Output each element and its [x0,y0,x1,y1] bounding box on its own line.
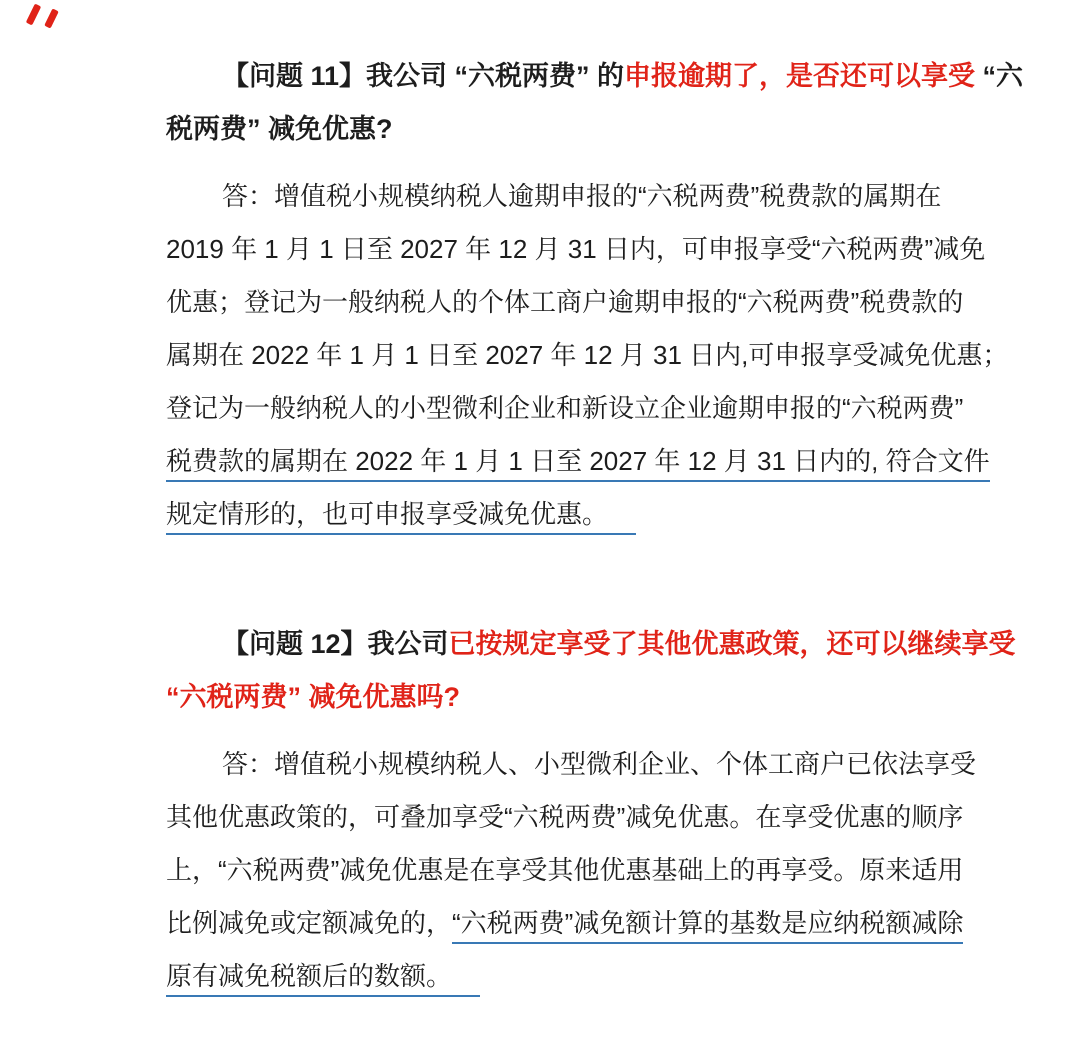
answer-11-text: 属期在 2022 年 1 月 1 日至 2027 年 12 月 31 日内,可申报享受减免优惠； [166,340,1009,370]
answer-11-line-1 [166,170,942,223]
question-11-tail: “六 [975,61,1024,91]
answer-11-text: 答：增值税小规模纳税人逾期申报的“六税两费”税费款的属期在 [222,181,942,211]
answer-12-line-5 [166,950,931,1003]
question-11-heading [166,50,1024,156]
question-11-highlight: 申报逾期了，是否还可以享受 [624,61,976,91]
question-12-lead: 【问题 12】我公司 [222,629,449,659]
answer-12-line-3 [166,844,964,897]
document-content [166,50,1024,1003]
red-corner-stroke [26,4,41,26]
answer-12-underlined-text: “六税两费”减免额计算的基数是应纳税额减除 [452,908,963,944]
question-12-highlight-line-2: “六税两费” 减免优惠吗? [166,682,460,712]
answer-12-line-4 [166,897,964,950]
question-11-heading-line-1 [166,50,1024,103]
answer-11-text: 优惠；登记为一般纳税人的个体工商户逾期申报的“六税两费”税费款的 [166,287,964,317]
answer-12-line-1 [166,738,977,791]
question-11-lead: 【问题 11】我公司 “六税两费” 的 [222,61,625,91]
answer-12-underlined-text: 原有减免税额后的数额。 [166,961,480,997]
answer-12-text: 比例减免或定额减免的， [166,908,453,938]
answer-11-line-6 [166,435,990,488]
question-11-answer [166,170,1009,541]
question-12-heading-line-2 [166,671,931,724]
answer-11-line-3 [166,276,964,329]
answer-12-text: 其他优惠政策的，可叠加享受“六税两费”减免优惠。在享受优惠的顺序 [166,802,964,832]
question-12-answer [166,738,977,1003]
answer-11-line-4 [166,329,1009,382]
answer-11-line-7 [166,488,931,541]
answer-12-line-2 [166,791,964,844]
question-12-heading-line-1 [166,618,1016,671]
answer-11-text: 2019 年 1 月 1 日至 2027 年 12 月 31 日内，可申报享受“六税两费”减免 [166,234,986,264]
answer-11-underlined-text: 规定情形的，也可申报享受减免优惠。 [166,499,636,535]
answer-11-line-2 [166,223,986,276]
answer-11-underlined-text: 税费款的属期在 2022 年 1 月 1 日至 2027 年 12 月 31 日内的, 符合文件 [166,446,990,482]
answer-11-text: 登记为一般纳税人的小型微利企业和新设立企业逾期申报的“六税两费” [166,393,964,423]
question-12-highlight: 已按规定享受了其他优惠政策，还可以继续享受 [448,629,1016,659]
red-corner-mark [26,2,70,32]
question-12-heading [166,618,1016,724]
answer-11-line-5 [166,382,964,435]
answer-12-text: 上，“六税两费”减免优惠是在享受其他优惠基础上的再享受。原来适用 [166,855,964,885]
answer-12-text: 答：增值税小规模纳税人、小型微利企业、个体工商户已依法享受 [222,749,977,779]
red-corner-stroke [44,8,59,28]
question-11-heading-line-2: 税两费” 减免优惠? [166,114,393,144]
